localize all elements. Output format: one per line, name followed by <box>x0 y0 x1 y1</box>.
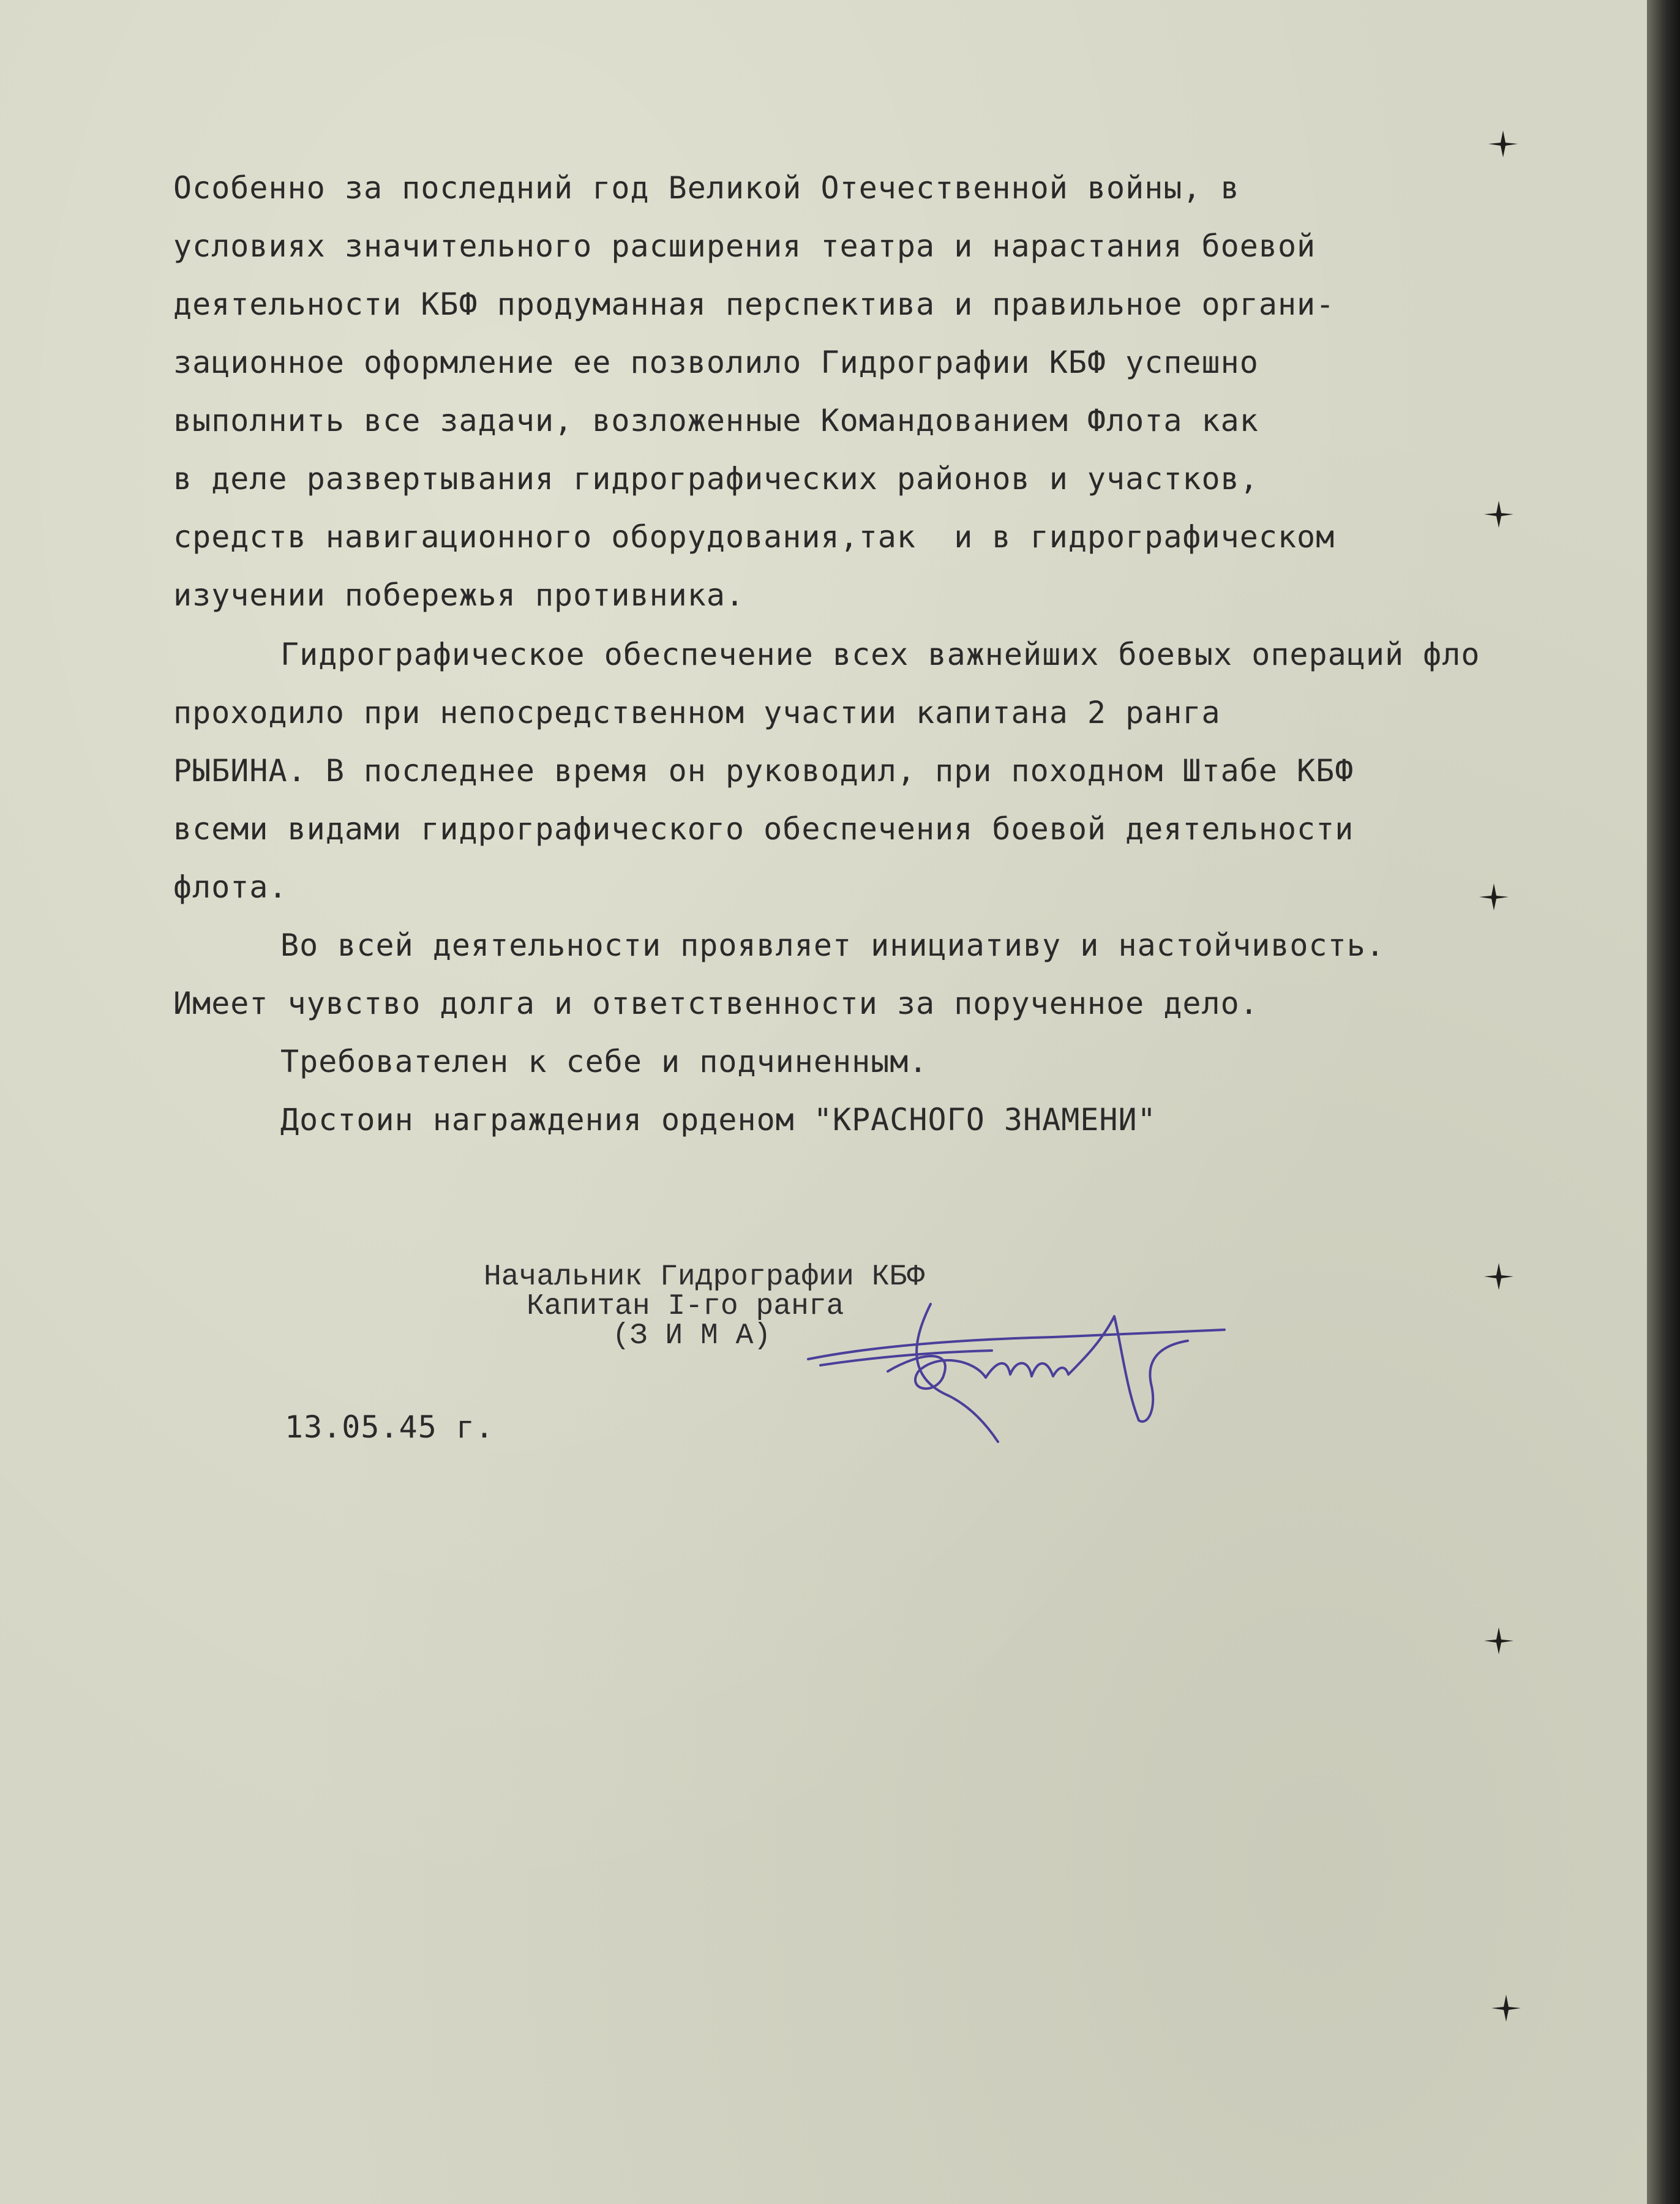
text-line: изучении побережья противника. <box>173 577 745 613</box>
punch-hole-icon <box>1485 126 1521 162</box>
signature-name: (З И М А) <box>612 1319 771 1352</box>
text-line: деятельности КБФ продуманная перспектива и правильное органи- <box>173 287 1335 322</box>
text-line: Требователен к себе и подчиненным. <box>280 1044 928 1079</box>
text-line: в деле развертывания гидрографических районов и участков, <box>173 461 1259 497</box>
text-line: Имеет чувство долга и ответственности за порученное дело. <box>173 986 1259 1021</box>
text-line: зационное оформление ее позволило Гидрографии КБФ успешно <box>173 345 1259 380</box>
text-line: РЫБИНА. В последнее время он руководил, при походном Штабе КБФ <box>173 753 1354 789</box>
page-edge-shadow <box>1647 0 1680 2204</box>
text-line: всеми видами гидрографического обеспечения боевой деятельности <box>173 811 1354 847</box>
signature-position: Начальник Гидрографии КБФ <box>484 1261 925 1294</box>
text-line: Во всей деятельности проявляет инициативу и настойчивость. <box>280 928 1385 963</box>
text-line: флота. <box>173 869 288 905</box>
text-line: Особенно за последний год Великой Отечественной войны, в <box>173 170 1240 206</box>
text-line: выполнить все задачи, возложенные Командованием Флота как <box>173 403 1259 438</box>
punch-hole-icon <box>1476 879 1512 915</box>
text-line: Гидрографическое обеспечение всех важнейших боевых операций фло <box>280 637 1480 672</box>
punch-hole-icon <box>1480 1622 1517 1659</box>
text-line: Достоин награждения орденом "КРАСНОГО ЗНАМЕНИ" <box>280 1102 1157 1138</box>
punch-hole-icon <box>1480 496 1517 533</box>
document-date: 13.05.45 г. <box>285 1409 495 1445</box>
text-line: средств навигационного оборудования,так и в гидрографическом <box>173 519 1335 555</box>
text-line: проходило при непосредственном участии капитана 2 ранга <box>173 695 1221 730</box>
text-line: условиях значительного расширения театра и нарастания боевой <box>173 228 1316 264</box>
signature-rank: Капитан I-го ранга <box>527 1290 844 1323</box>
punch-hole-icon <box>1488 1990 1524 2026</box>
handwritten-signature <box>796 1273 1237 1445</box>
punch-hole-icon <box>1480 1258 1517 1295</box>
